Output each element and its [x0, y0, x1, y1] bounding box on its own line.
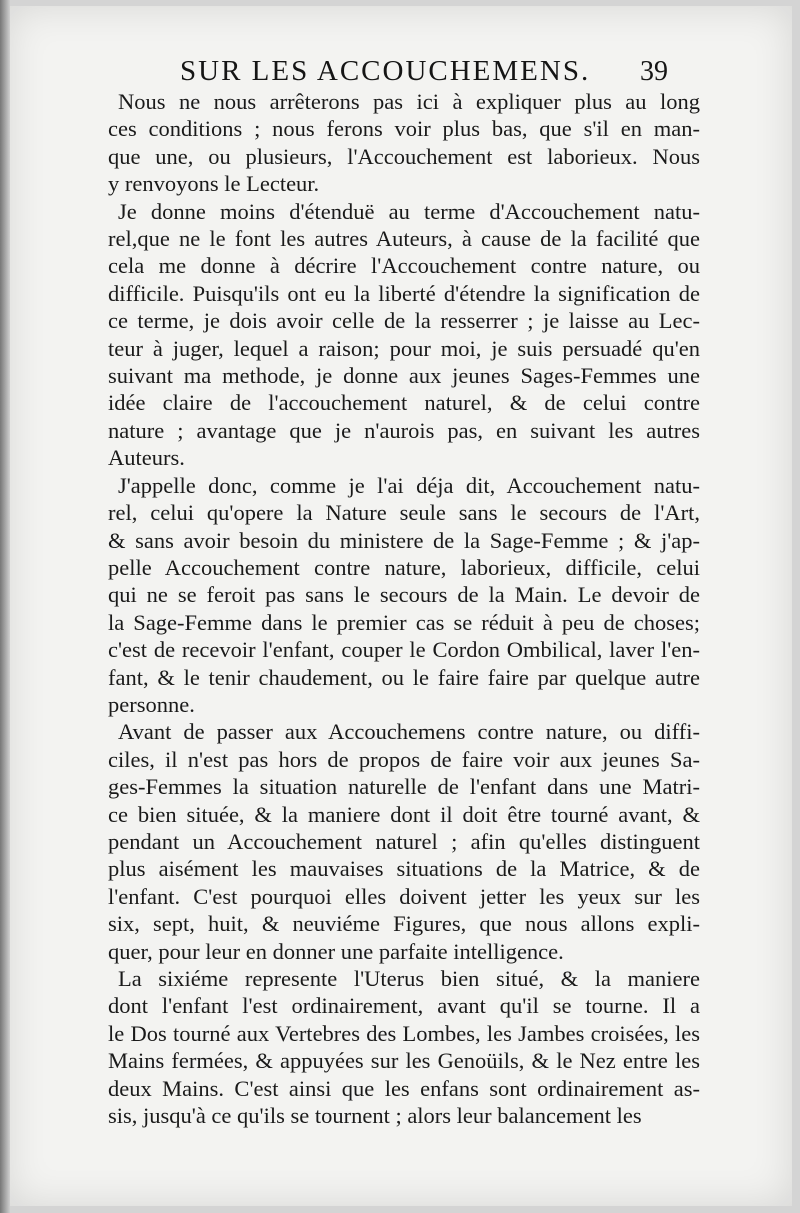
paragraph	[108, 88, 700, 198]
text-line: quer, pour leur en donner une parfaite intelligence.	[108, 938, 564, 964]
text-line: Je donne moins d'étenduë au terme d'Accouchement natu-	[118, 198, 700, 224]
text-line: pendant un Accouchement naturel ; afin qu'elles distinguent	[108, 828, 700, 854]
text-line: nature ; avantage que je n'aurois pas, en suivant les autres	[108, 417, 700, 443]
page-number: 39	[640, 56, 668, 87]
paragraph	[108, 472, 700, 719]
text-line: la Sage-Femme dans le premier cas se réduit à peu de choses;	[108, 609, 700, 635]
text-line: ce terme, je dois avoir celle de la resserrer ; je laisse au Lec-	[108, 308, 700, 334]
body-text	[108, 88, 700, 1129]
text-line: dont l'enfant l'est ordinairement, avant qu'il se tourne. Il a	[108, 993, 700, 1019]
paragraph	[108, 198, 700, 472]
text-line: six, sept, huit, & neuviéme Figures, que nous allons expli-	[108, 911, 700, 937]
paragraph	[108, 965, 700, 1129]
page-gutter-shadow	[0, 0, 10, 1213]
text-line: cela me donne à décrire l'Accouchement contre nature, ou	[108, 253, 700, 279]
text-line: que une, ou plusieurs, l'Accouchement est laborieux. Nous	[108, 143, 700, 169]
text-line: sis, jusqu'à ce qu'ils se tournent ; alors leur balancement les	[108, 1103, 642, 1129]
text-line: & sans avoir besoin du ministere de la Sage-Femme ; & j'ap-	[108, 527, 700, 553]
text-line: l'enfant. C'est pourquoi elles doivent jetter les yeux sur les	[108, 883, 700, 909]
running-head: SUR LES ACCOUCHEMENS.	[180, 55, 591, 87]
text-line: rel,que ne le font les autres Auteurs, à cause de la facilité que	[108, 226, 700, 252]
text-line: rel, celui qu'opere la Nature seule sans le secours de l'Art,	[108, 500, 700, 526]
text-line: J'appelle donc, comme je l'ai déja dit, Accouchement natu-	[118, 472, 700, 498]
text-line: La sixiéme represente l'Uterus bien situé, & la maniere	[118, 966, 700, 991]
text-line: deux Mains. C'est ainsi que les enfans sont ordinairement as-	[108, 1075, 700, 1101]
text-line: y renvoyons le Lecteur.	[108, 171, 320, 197]
text-line: le Dos tourné aux Vertebres des Lombes, les Jambes croisées, les	[108, 1020, 700, 1046]
text-line: fant, & le tenir chaudement, ou le faire faire par quelque autre	[108, 664, 700, 690]
paragraph	[108, 718, 700, 965]
text-line: Nous ne nous arrêterons pas ici à expliquer plus au long	[118, 89, 700, 114]
text-line: idée claire de l'accouchement naturel, & de celui contre	[108, 390, 700, 416]
text-line: teur à juger, lequel a raison; pour moi, je suis persuadé qu'en	[108, 335, 700, 361]
text-line: difficile. Puisqu'ils ont eu la liberté d'étendre la signification de	[108, 280, 700, 306]
text-line: c'est de recevoir l'enfant, couper le Cordon Ombilical, laver l'en-	[108, 637, 700, 663]
text-line: Mains fermées, & appuyées sur les Genoüils, & le Nez entre les	[108, 1048, 700, 1074]
text-line: pelle Accouchement contre nature, laborieux, difficile, celui	[108, 554, 700, 580]
text-line: ces conditions ; nous ferons voir plus bas, que s'il en man-	[108, 116, 700, 142]
text-line: personne.	[108, 691, 195, 717]
text-line: plus aisément les mauvaises situations de la Matrice, & de	[108, 856, 700, 882]
text-line: qui ne se feroit pas sans le secours de la Main. Le devoir de	[108, 582, 700, 608]
text-line: Avant de passer aux Accouchemens contre nature, ou diffi-	[118, 719, 700, 745]
text-line: ciles, il n'est pas hors de propos de faire voir aux jeunes Sa-	[108, 746, 700, 772]
text-line: Auteurs.	[108, 445, 185, 471]
text-line: ce bien située, & la maniere dont il doit être tourné avant, &	[108, 801, 700, 827]
text-line: ges-Femmes la situation naturelle de l'enfant dans une Matri-	[108, 774, 700, 800]
text-line: suivant ma methode, je donne aux jeunes Sages-Femmes une	[108, 363, 700, 389]
